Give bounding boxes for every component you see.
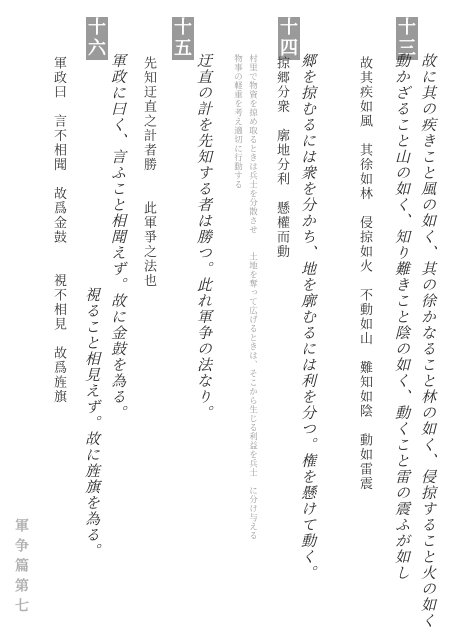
section-15-badge-bottom: 五 xyxy=(174,38,192,59)
section-16-kanbun: 軍政曰 言不相聞 故爲金鼓 視不相見 故爲旌旗 xyxy=(51,56,66,404)
section-15-handwritten: 迂直の計を先知する者は勝つ。此れ軍争の法なり。 xyxy=(195,53,213,421)
section-16-handwritten-line-1: 軍政に曰く、言ふこと相聞えず。故に金鼓を為る。 xyxy=(109,53,127,421)
section-14-badge-top: 十 xyxy=(280,17,298,38)
section-14-note-1: 村里で物資を掠め取るときは兵士を分散させ 土地を奪って広げるときは、そこから生じる利益を兵士 に分け与える xyxy=(247,54,258,540)
section-15-kanbun: 先知迂直之計者勝 此軍爭之法也 xyxy=(141,56,156,288)
section-14-kanbun: 掠郷分衆 廓地分利 懸權而動 xyxy=(274,56,289,259)
section-13-handwritten-line-1: 故に其の疾きこと風の如く、其の徐かなること林の如く、侵掠すること火の如く xyxy=(419,53,437,629)
section-14-note-2: 物事の軽重を考え適切に行動する xyxy=(232,54,243,189)
section-13-badge-top: 十 xyxy=(398,17,416,38)
section-14-badge-bottom: 四 xyxy=(280,38,298,59)
section-15-badge-top: 十 xyxy=(174,17,192,38)
section-16-handwritten-line-2: 視ること相見えず。故に旌旗を為る。 xyxy=(83,287,101,559)
section-14-handwritten: 郷を掠むるには衆を分かち、地を廓むるには利を分つ。権を懸けて動く。 xyxy=(299,53,317,581)
chapter-footer-title: 軍争篇第七 xyxy=(13,518,29,618)
section-16-badge-top: 十 xyxy=(88,17,106,38)
section-16-badge-bottom: 六 xyxy=(88,38,106,59)
section-13-kanbun: 故其疾如風 其徐如林 侵掠如火 不動如山 難知如陰 動如雷震 xyxy=(357,56,372,491)
section-13-handwritten-line-2: 動かざること山の如く、知り難きこと陰の如く、動くこと雷の震ふが如し xyxy=(393,53,411,581)
section-13-badge-bottom: 三 xyxy=(398,38,416,59)
